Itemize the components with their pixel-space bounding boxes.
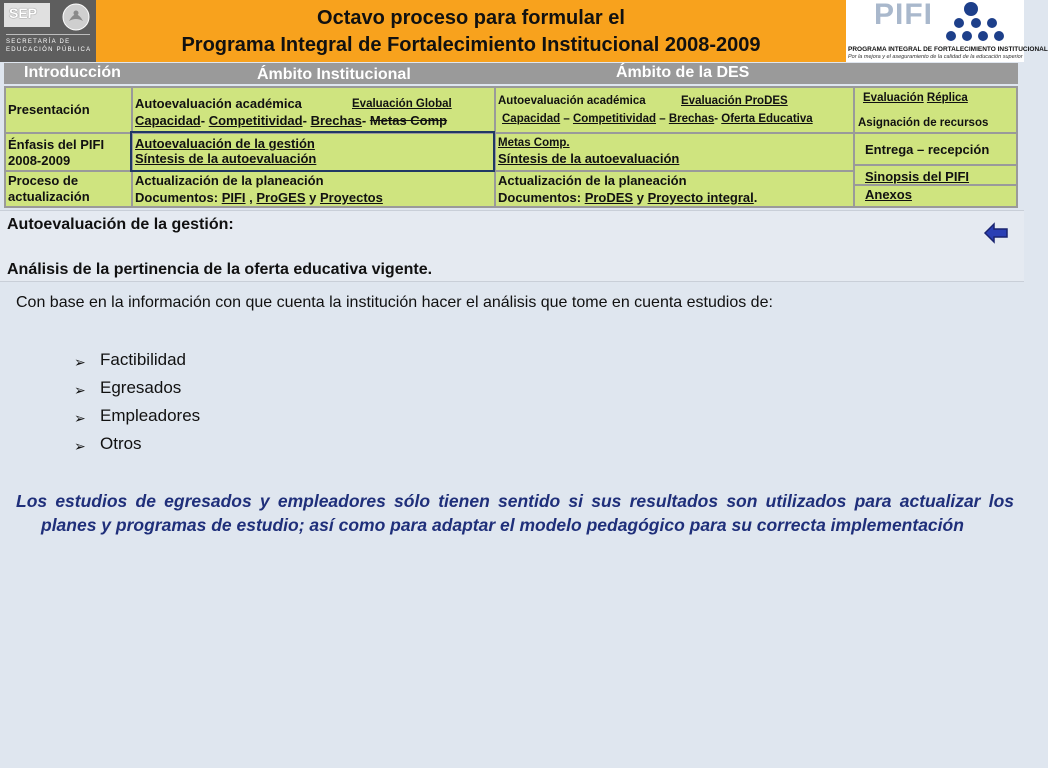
list-item <box>74 378 200 406</box>
list-item-label: Otros <box>100 434 142 453</box>
selected-item-frame <box>130 131 495 172</box>
link-brechas[interactable]: Brechas <box>310 113 362 128</box>
checkmark-arrow-icon: ➢ <box>74 410 86 426</box>
label-documentos-des: Documentos: <box>498 190 582 205</box>
topic-heading: Autoevaluación de la gestión: <box>7 216 234 233</box>
label-y: y <box>309 190 317 205</box>
grid-cell-autoeval-institucional: Autoevaluación académica Evaluación Global Capacidad- Competitividad- Brechas- Metas Comp <box>133 88 494 132</box>
intro-text: Con base en la información con que cuenta la institución hacer el análisis que tome en cuenta estudios de: <box>16 294 773 311</box>
link-capacidad[interactable]: Capacidad <box>135 113 201 128</box>
logo-dot-icon <box>964 2 978 16</box>
pifi-logo-text: PIFI <box>874 0 934 31</box>
link-sintesis-institucional[interactable]: Síntesis de la autoevaluación <box>135 151 317 166</box>
logo-dot-icon <box>946 31 956 41</box>
link-enfasis-line1[interactable]: Énfasis del PIFI <box>8 137 105 152</box>
label-autoeval-academica: Autoevaluación académica <box>135 96 302 111</box>
link-presentacion[interactable]: Presentación <box>8 102 90 117</box>
link-prodes[interactable]: ProDES <box>584 190 634 205</box>
list-item-label: Egresados <box>100 378 182 397</box>
link-asignacion-recursos[interactable]: Asignación de recursos <box>858 117 989 129</box>
link-pifi[interactable]: PIFI <box>221 190 246 205</box>
page-title <box>96 0 846 62</box>
list-item <box>74 434 200 462</box>
label-y-des: y <box>636 190 644 205</box>
list-item <box>74 406 200 434</box>
link-replica[interactable]: Réplica <box>926 92 968 104</box>
label-documentos: Documentos: <box>135 190 219 205</box>
logo-dot-icon <box>978 31 988 41</box>
label-actualizacion-des: Actualización de la planeación <box>498 173 687 188</box>
grid-cell-presentacion[interactable] <box>6 88 131 132</box>
checkmark-arrow-icon: ➢ <box>74 354 86 370</box>
link-competitividad-des[interactable]: Competitividad <box>572 113 657 125</box>
label-period: . <box>753 190 758 205</box>
label-autoeval-academica-des: Autoevaluación académica <box>498 95 646 107</box>
study-list <box>74 350 200 462</box>
link-competitividad[interactable]: Competitividad <box>208 113 303 128</box>
topic-subheading: Análisis de la pertinencia de la oferta educativa vigente. <box>7 261 433 278</box>
link-entrega-recepcion[interactable]: Entrega – recepción <box>865 142 990 157</box>
pifi-subtitle: PROGRAMA INTEGRAL DE FORTALECIMIENTO INSTITUCIONAL <box>848 46 1048 53</box>
link-proceso-line1[interactable]: Proceso de <box>8 173 79 188</box>
grid-cell-sintesis-des <box>496 134 853 170</box>
link-metas-comp[interactable]: Metas Comp <box>369 113 448 128</box>
link-brechas-des[interactable]: Brechas <box>668 113 715 125</box>
pifi-tagline: Por la mejora y el aseguramiento de la calidad de la educación superior <box>848 54 1023 60</box>
grid-cell-autoeval-des: Autoevaluación académica Evaluación ProDES Capacidad – Competitividad – Brechas- Oferta Educativa <box>496 88 853 132</box>
link-proges[interactable]: ProGES <box>256 190 306 205</box>
logo-dot-icon <box>971 18 981 28</box>
label-actualizacion: Actualización de la planeación <box>135 173 324 188</box>
link-evaluacion-prodes[interactable]: Evaluación ProDES <box>681 95 788 107</box>
grid-cell-evaluacion <box>855 88 1016 132</box>
content-panel <box>0 289 1024 768</box>
link-enfasis-line2[interactable]: 2008-2009 <box>8 153 71 168</box>
logo-dot-icon <box>987 18 997 28</box>
back-arrow-icon[interactable] <box>983 222 1009 244</box>
sep-label: SEP <box>9 5 38 21</box>
link-metas-comp-des[interactable]: Metas Comp. <box>498 137 570 149</box>
link-proyectos[interactable]: Proyectos <box>319 190 383 205</box>
checkmark-arrow-icon: ➢ <box>74 382 86 398</box>
logo-dot-icon <box>962 31 972 41</box>
secretaria-label <box>6 38 96 54</box>
emphasis-note: Los estudios de egresados y empleadores sólo tienen sentido si sus resultados son utilizados para actualizar los planes y programas de estudio; así como para adaptar el modelo pedagógico para su correcta implementación <box>16 491 1014 535</box>
pifi-logo <box>846 0 1048 62</box>
secretaria-line2: EDUCACIÓN PÚBLICA <box>6 47 92 53</box>
section-nav-bar <box>4 63 1018 84</box>
grid-cell-proceso[interactable] <box>6 172 131 206</box>
list-item-label: Empleadores <box>100 406 201 425</box>
link-autoeval-gestion[interactable]: Autoevaluación de la gestión <box>135 136 315 151</box>
title-line2: Programa Integral de Fortalecimiento Institucional 2008-2009 <box>181 34 761 56</box>
divider <box>6 34 90 35</box>
link-evaluacion[interactable]: Evaluación <box>863 92 924 104</box>
link-oferta-educativa[interactable]: Oferta Educativa <box>721 113 813 125</box>
checkmark-arrow-icon: ➢ <box>74 438 86 454</box>
logo-dot-icon <box>994 31 1004 41</box>
nav-introduccion[interactable]: Introducción <box>24 64 121 81</box>
list-item <box>74 350 200 378</box>
title-line1: Octavo proceso para formular el <box>317 7 625 29</box>
nav-ambito-des[interactable]: Ámbito de la DES <box>616 64 750 81</box>
topic-panel <box>0 210 1024 282</box>
link-capacidad-des[interactable]: Capacidad <box>502 113 561 125</box>
grid-cell-enfasis[interactable] <box>6 134 131 170</box>
link-sintesis-des[interactable]: Síntesis de la autoevaluación <box>498 151 680 166</box>
link-evaluacion-global[interactable]: Evaluación Global <box>352 98 452 110</box>
grid-cell-sinopsis[interactable] <box>855 166 1016 184</box>
grid-cell-anexos[interactable] <box>855 186 1016 206</box>
link-proyecto-integral[interactable]: Proyecto integral <box>647 190 754 205</box>
eagle-emblem-icon <box>61 2 91 32</box>
grid-cell-actualizacion-institucional: Actualización de la planeación Documentos: PIFI , ProGES y Proyectos <box>133 172 494 206</box>
link-sinopsis-pifi[interactable]: Sinopsis del PIFI <box>865 169 970 184</box>
nav-ambito-institucional[interactable]: Ámbito Institucional <box>257 66 411 83</box>
sep-logo-panel <box>0 0 96 62</box>
link-anexos[interactable]: Anexos <box>865 187 912 202</box>
grid-cell-actualizacion-des <box>496 172 853 206</box>
link-proceso-line2[interactable]: actualización <box>8 189 90 204</box>
list-item-label: Factibilidad <box>100 350 186 369</box>
secretaria-line1: SECRETARÍA DE <box>6 39 71 45</box>
logo-dot-icon <box>954 18 964 28</box>
grid-cell-entrega[interactable] <box>855 134 1016 164</box>
